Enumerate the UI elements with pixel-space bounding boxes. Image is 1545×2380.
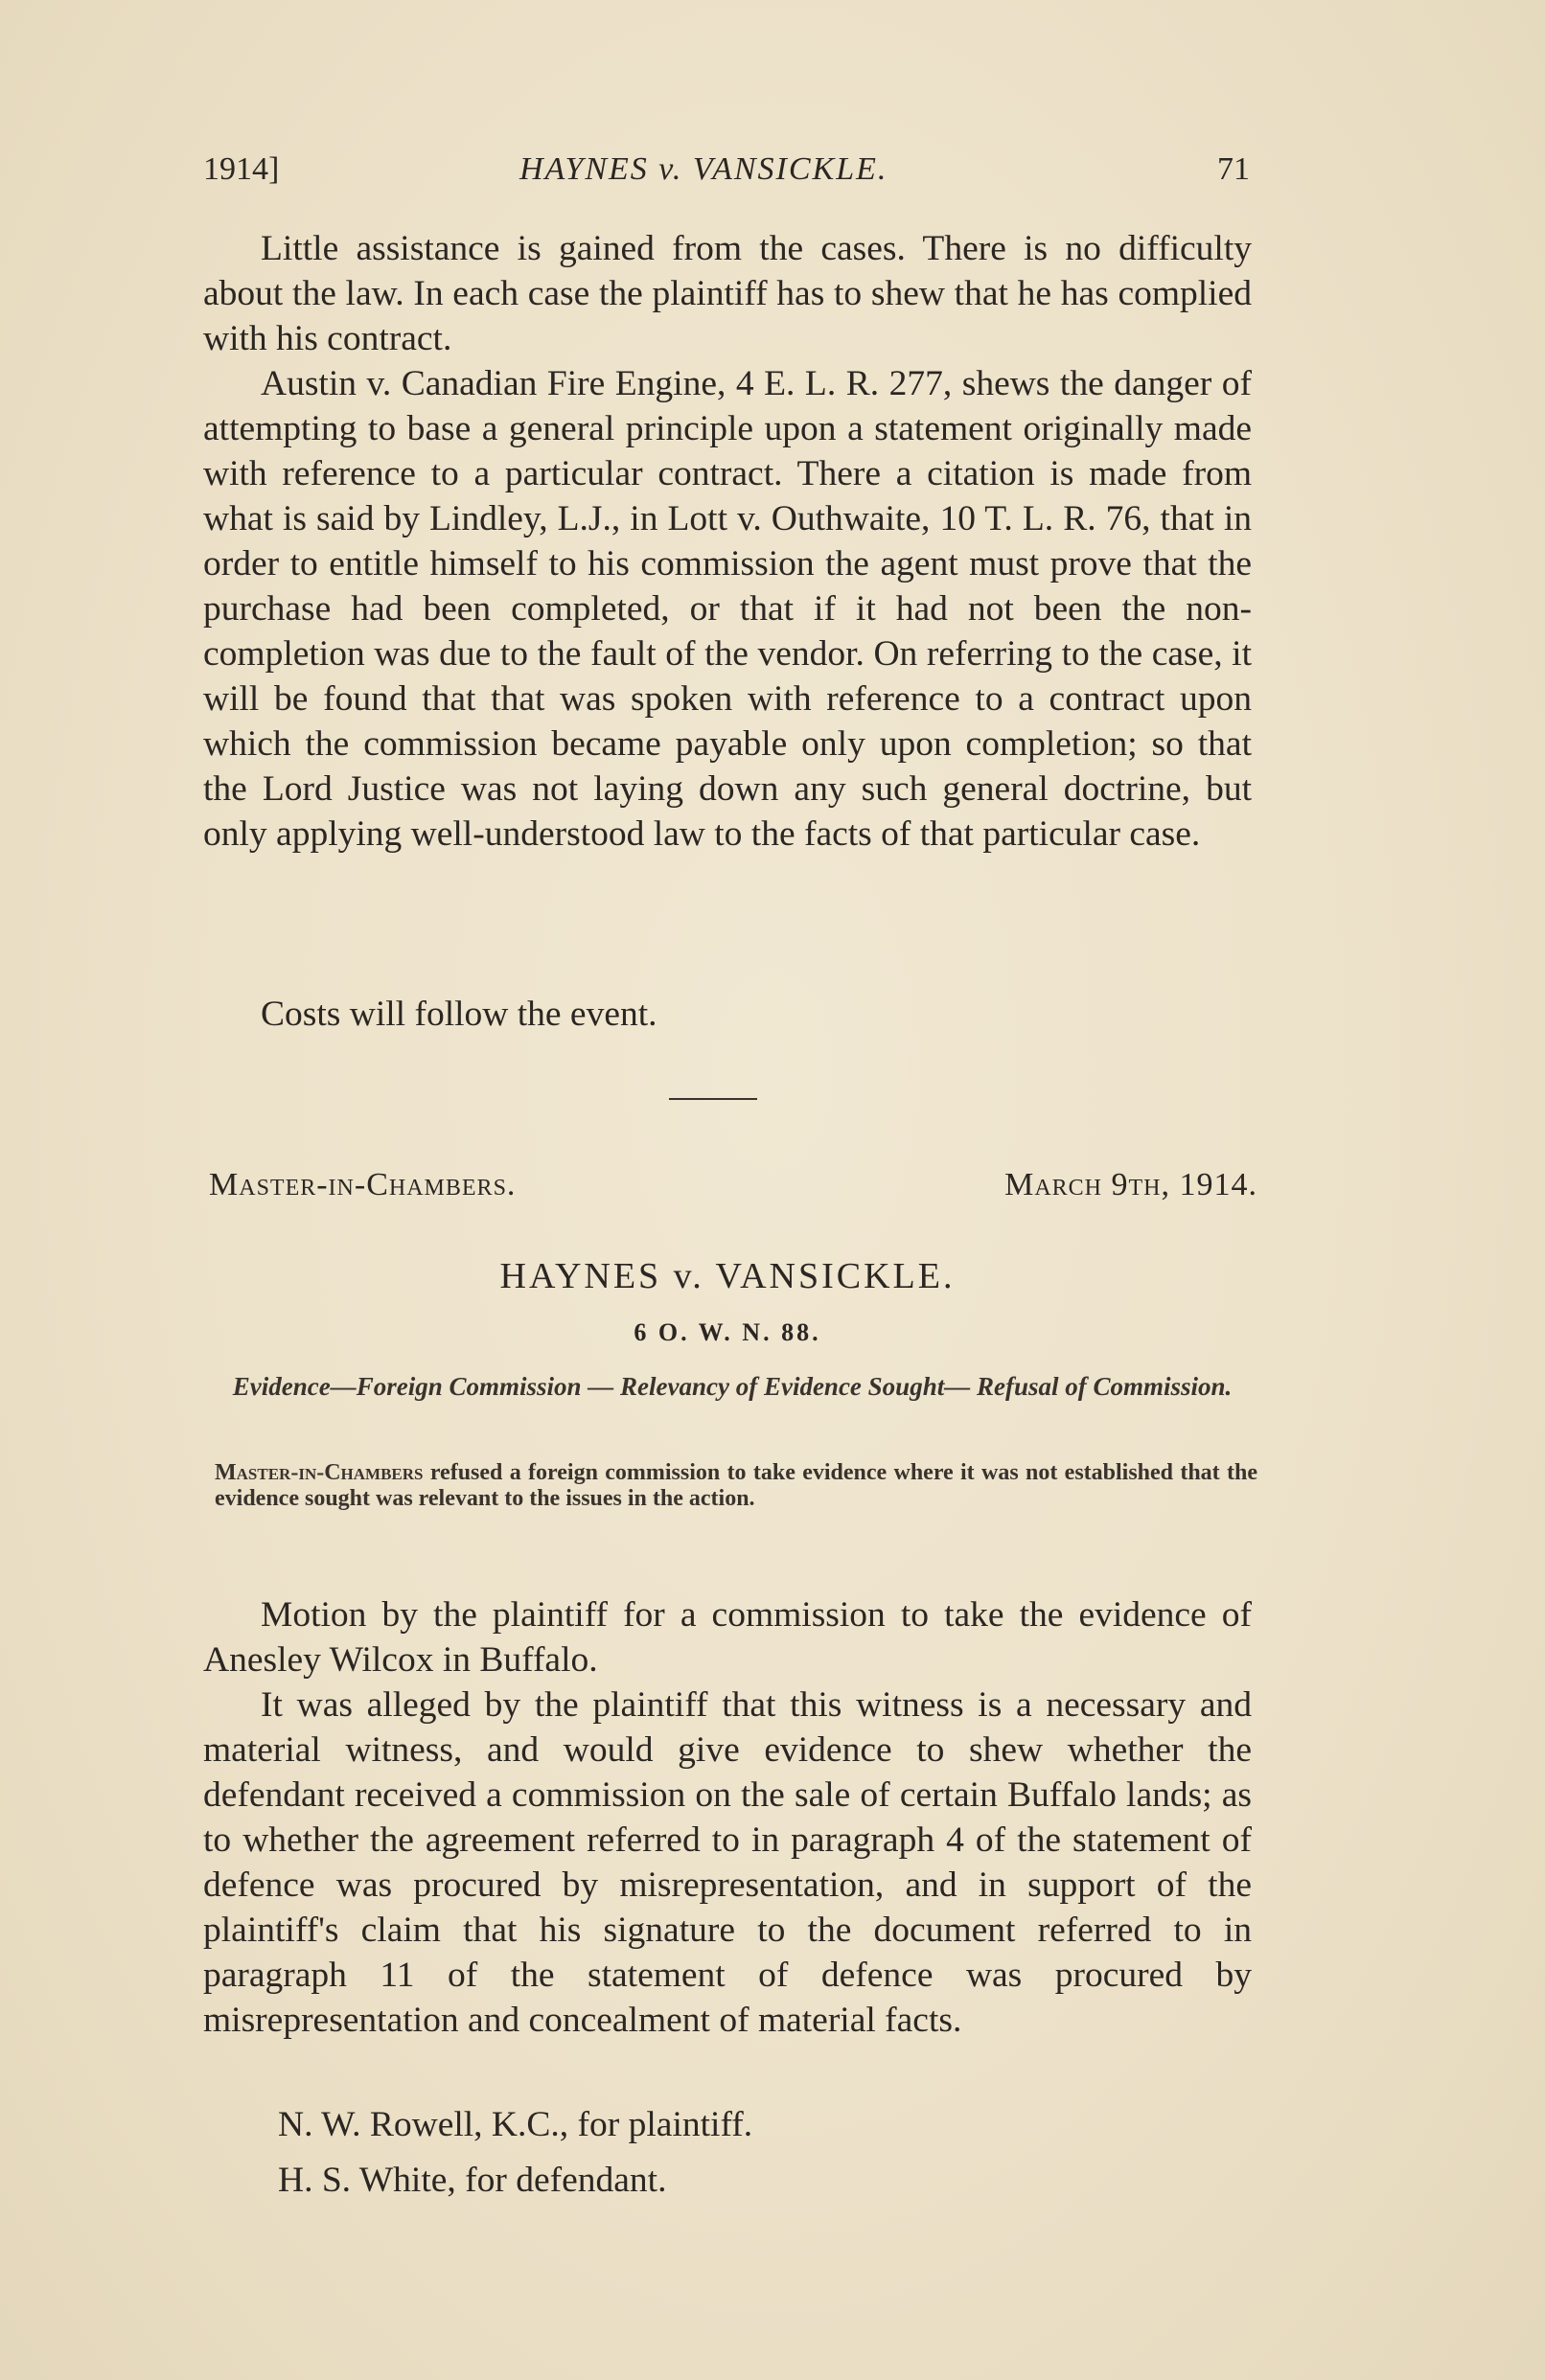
section-divider (669, 1098, 757, 1100)
page-number: 71 (1217, 151, 1250, 187)
paragraph: Austin v. Canadian Fire Engine, 4 E. L. R. 277, shews the danger of attempting to base a general principle upon a statement originally made with reference to a particular contract. There a citation is made from what is said by Lindley, L.J., in Lott v. Outhwaite, 10 T. L. R. 76, that in order to entitle himself to his commission the agent must prove that the purchase had been completed, or that if it had not been the non-completion was due to the fault of the vendor. On referring to the case, it will be found that that was spoken with reference to a contract upon which the commission became payable only upon completion; so that the Lord Justice was not laying down any such general doctrine, but only applying well-understood law to the facts of that particular case. (203, 364, 1252, 854)
paragraph: It was alleged by the plaintiff that this witness is a necessary and material witness, and would give evidence to shew whether the defendant received a commission on the sale of certain Buffalo lands; as to whether the agreement referred to in paragraph 4 of the statement of defence was procured by misrepresentation, and in support of the plaintiff's claim that his signature to the document referred to in paragraph 11 of the statement of defence was procured by misrepresentation and concealment of material facts. (203, 1685, 1252, 2040)
headnote (215, 1460, 1257, 1512)
court-name: Master-in-Chambers. (209, 1167, 517, 1202)
catchwords: Evidence—Foreign Commission — Relevancy of Evidence Sought— Refusal of Commission. (232, 1372, 1233, 1401)
counsel-defendant: H. S. White, for defendant. (278, 2161, 667, 2200)
case-citation: 6 O. W. N. 88. (634, 1318, 821, 1346)
counsel-plaintiff: N. W. Rowell, K.C., for plaintiff. (278, 2105, 753, 2144)
case-title: HAYNES v. VANSICKLE. (499, 1256, 956, 1296)
running-title: HAYNES v. VANSICKLE. (519, 151, 888, 187)
paragraph: Little assistance is gained from the cases. There is no difficulty about the law. In each case the plaintiff has to shew that he has complied with his contract. (203, 229, 1252, 358)
decision-date: March 9th, 1914. (1004, 1167, 1257, 1202)
running-header (203, 151, 1250, 199)
header-year: 1914] (203, 151, 280, 187)
paragraph: Costs will follow the event. (261, 995, 657, 1034)
paragraph: Motion by the plaintiff for a commission to take the evidence of Anesley Wilcox in Buffalo. (203, 1595, 1252, 1680)
headnote-lead: Master-in-Chambers (215, 1460, 424, 1485)
headnote-text: refused a foreign commission to take evidence where it was not established that the evidence sought was relevant to the issues in the action. (215, 1460, 1257, 1511)
court-line (209, 1167, 1257, 1211)
